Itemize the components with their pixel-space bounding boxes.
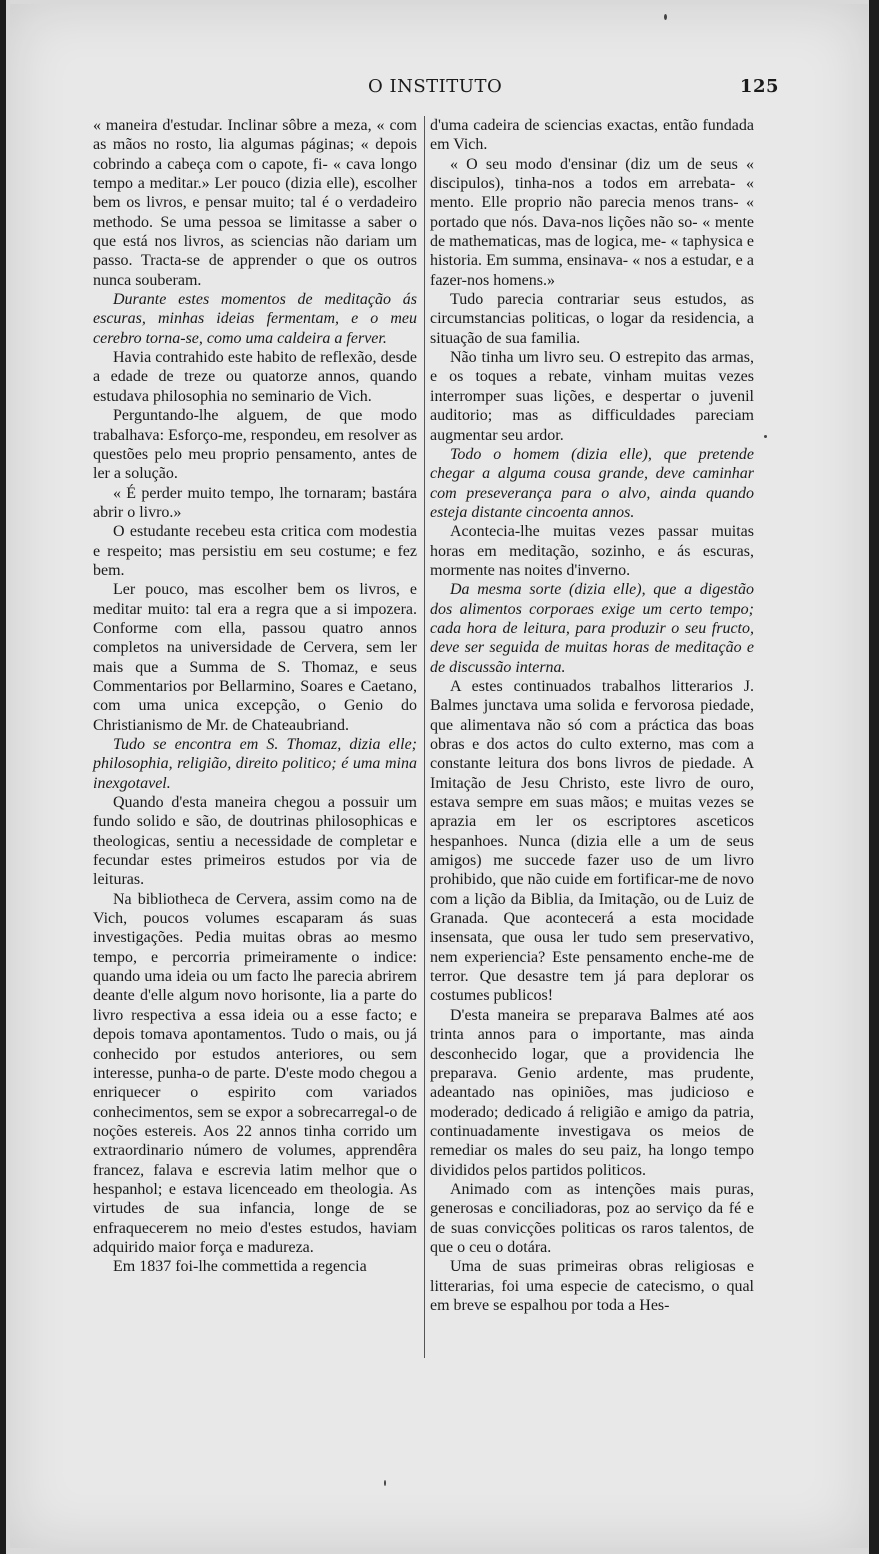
page-number: 125 xyxy=(739,76,779,97)
ink-speck xyxy=(764,435,767,438)
paragraph: Tudo parecia contrariar seus estudos, as circumstancias politicas, o logar da residencia, a situação de sua familia. xyxy=(430,291,754,347)
paragraph: A estes continuados trabalhos litterarios J. Balmes junctava uma solida e fervorosa piedade, que alimentava não só com a práctica das boas obras e dos actos do culto externo, mas com a constante leitura dos bons livros de piedade. A Imitação de Jesu Christo, este livro de ouro, estava sempre em suas mãos; e muitas vezes se aprazia em ler os escriptores asceticos hespanhoes. Nunca (dizia elle a um de seus amigos) me succede fazer uso de um livro prohibido, que não cuide em fortificar-me de novo com a lição da Biblia, da Imitação, ou de Luiz de Granada. Que acontecerá a esta mocidade insensata, que ousa ler tudo sem preservativo, nem experiencia? Este pensamento enche-me de terror. Que desastre tem já para deplorar os costumes publicos! xyxy=(430,677,754,1005)
paragraph: Tudo se encontra em S. Thomaz, dizia elle; philosophia, religião, direito politico; é uma mina inexgotavel. xyxy=(93,736,417,792)
paragraph: Havia contrahido este habito de reflexão, desde a edade de treze ou quatorze annos, quando estudava philosophia no seminario de Vich. xyxy=(93,349,417,405)
ink-speck xyxy=(384,1480,386,1486)
paragraph: D'esta maneira se preparava Balmes até aos trinta annos para o importante, mas ainda desconhecido logar, que a providencia lhe preparava. Genio ardente, mas prudente, adeantado nas opiniões, mas judicioso e moderado; dedicado á religião e amigo da patria, continuadamente investigava os meios de remediar os males do seu paiz, ha longo tempo divididos pelos partidos politicos. xyxy=(430,1006,754,1179)
paragraph: « maneira d'estudar. Inclinar sôbre a meza, « com as mãos no rosto, lia algumas páginas; « depois cobrindo a cabeça com o capote, fi- « cava longo tempo a meditar.» Ler pouco (dizia elle), escolher bem os livros, e pensar muito; tal é o verdadeiro methodo. Se uma pessoa se limitasse a saber o que está nos livros, as sciencias não dariam um passo. Tracta-se de apprender o que os outros nunca souberam. xyxy=(93,117,417,289)
paragraph: Uma de suas primeiras obras religiosas e litterarias, foi uma especie de catecismo, o qual em breve se espalhou por toda a Hes- xyxy=(430,1258,754,1314)
paragraph: Acontecia-lhe muitas vezes passar muitas horas em meditação, sozinho, e ás escuras, mormente nas noites d'inverno. xyxy=(430,523,754,579)
paragraph: Durante estes momentos de meditação ás escuras, minhas ideias fermentam, e o meu cerebro torna-se, como uma caldeira a ferver. xyxy=(93,291,417,347)
ink-speck xyxy=(664,14,667,20)
paragraph: O estudante recebeu esta critica com modestia e respeito; mas persistiu em seu costume; e fez bem. xyxy=(93,523,417,579)
paragraph: « É perder muito tempo, lhe tornaram; bastára abrir o livro.» xyxy=(93,484,417,521)
paragraph: Não tinha um livro seu. O estrepito das armas, e os toques a rebate, vinham muitas vezes interromper suas lições, e despertar o juvenil auditorio; mas as difficuldades pareciam augmentar seu ardor. xyxy=(430,349,754,444)
paragraph: Todo o homem (dizia elle), que pretende chegar a alguma cousa grande, deve caminhar com preseverança para o alvo, ainda quando esteja distante cincoenta annos. xyxy=(430,445,754,521)
paragraph: Da mesma sorte (dizia elle), que a digestão dos alimentos corporaes exige um certo tempo; cada hora de leitura, para produzir o seu fructo, deve ser seguida de muitas horas de meditação e de discussão interna. xyxy=(430,581,754,676)
running-title: O INSTITUTO xyxy=(368,76,503,97)
right-scan-edge xyxy=(869,0,879,1554)
column-divider xyxy=(424,116,425,1358)
page-header xyxy=(0,76,879,100)
paragraph: « O seu modo d'ensinar (diz um de seus « discipulos), tinha-nos a todos em arrebata- « mento. Elle proprio não parecia menos trans- « portado que nós. Dava-nos lições não so- « mente de mathematicas, mas de logica, me- « taphysica e historia. Em summa, ensinava- « nos a estudar, e a fazer-nos homens.» xyxy=(430,155,754,289)
paragraph: Em 1837 foi-lhe commettida a regencia xyxy=(113,1258,367,1276)
left-scan-edge xyxy=(0,0,6,1554)
paragraph: Animado com as intenções mais puras, generosas e conciliadoras, poz ao serviço da fé e de suas convicções politicas os raros talentos, de que o ceu o dotára. xyxy=(430,1180,754,1256)
paragraph: Ler pouco, mas escolher bem os livros, e meditar muito: tal era a regra que a si impozera. Conforme com ella, passou quatro annos completos na universidade de Cervera, sem ler mais que a Summa de S. Thomaz, e seus Commentarios por Bellarmino, Soares e Caetano, com uma unica excepção, o Genio do Christianismo de Mr. de Chateaubriand. xyxy=(93,581,417,734)
paragraph: Perguntando-lhe alguem, de que modo trabalhava: Esforço-me, respondeu, em resolver as questões pelo meu proprio pensamento, antes de ler a solução. xyxy=(93,407,417,483)
paragraph: Na bibliotheca de Cervera, assim como na de Vich, poucos volumes escaparam ás suas investigações. Pedia muitas obras ao mesmo tempo, e percorria primeiramente o indice: quando uma ideia ou um facto lhe parecia abrirem deante d'elle algum novo horisonte, lia a parte do livro respectiva a essa ideia ou a esse facto; e depois tomava apontamentos. Tudo o mais, ou já conhecido por estudos anteriores, ou sem interesse, punha-o de parte. D'este modo chegou a enriquecer o espirito com variados conhecimentos, sem se expor a sobrecarregal-o de noções estereis. Aos 22 annos tinha corrido um extraordinario número de volumes, apprendêra francez, falava e escrevia latim melhor que o hespanhol; e estava licenceado em theologia. As virtudes de sua infancia, longe de se enfraquecerem no meio d'estes estudos, haviam adquirido maior força e madureza. xyxy=(93,890,417,1256)
paragraph: Quando d'esta maneira chegou a possuir um fundo solido e são, de doutrinas philosophicas e theologicas, sentiu a necessidade de completar e fecundar estes primeiros estudos por via de leituras. xyxy=(93,794,417,889)
right-column xyxy=(430,116,754,1315)
left-column xyxy=(93,116,417,1277)
paragraph: d'uma cadeira de sciencias exactas, então fundada em Vich. xyxy=(430,117,754,154)
